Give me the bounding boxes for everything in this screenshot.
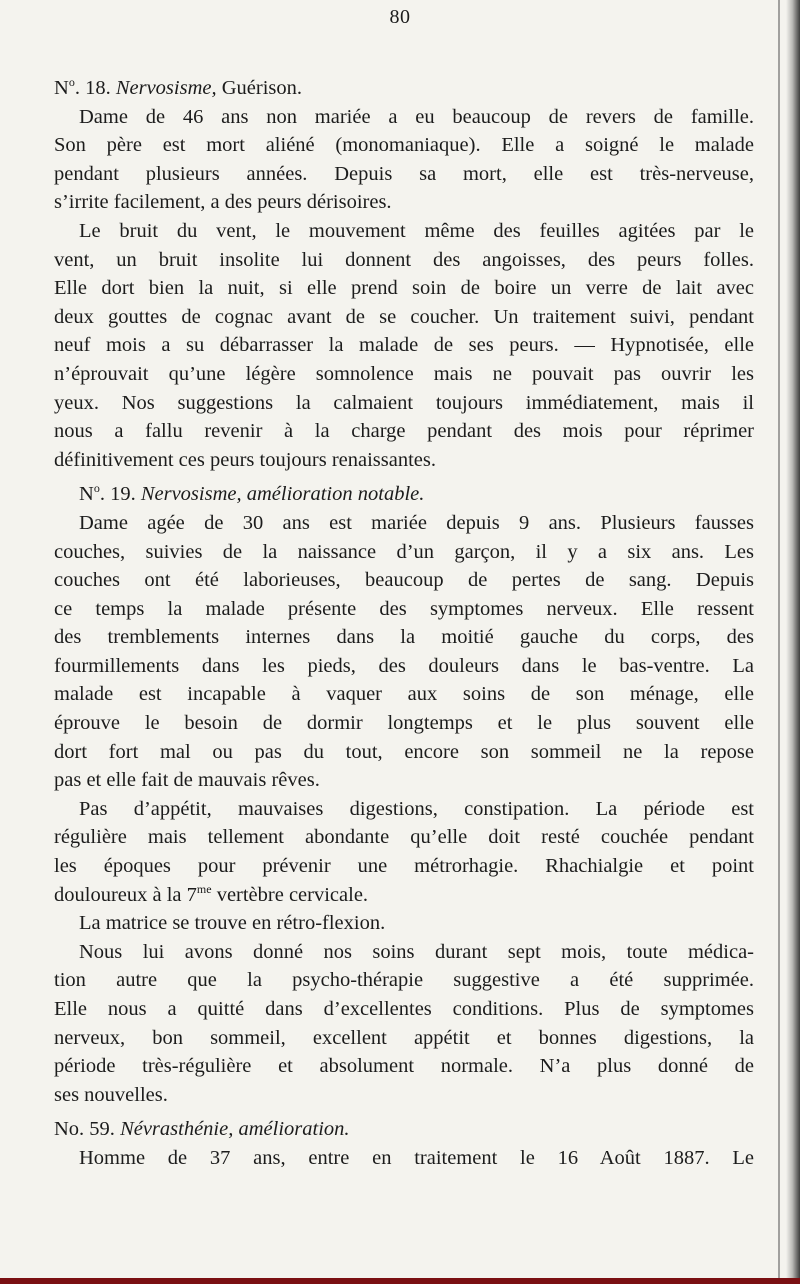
scan-edge-shadow [786, 0, 800, 1284]
superscript: o [68, 75, 75, 90]
text-span: couches, suivies de la naissance d’un garçon, il y a six ans. Les [54, 540, 754, 563]
text-line [54, 274, 754, 303]
text-span: Son père est mort aliéné (monomaniaque). Elle a soigné le malade [54, 134, 754, 157]
scan-bottom-edge [0, 1278, 800, 1284]
text-span: malade est incapable à vaquer aux soins de son ménage, elle [54, 683, 754, 706]
text-span: les époques pour prévenir une métrorhagie. Rhachialgie et point [54, 855, 754, 878]
text-line [54, 1115, 754, 1144]
text-span: N [54, 77, 69, 99]
text-span: dort fort mal ou pas du tout, encore son sommeil ne la repose [54, 740, 754, 763]
text-line [54, 1024, 754, 1053]
text-span: La matrice se trouve en rétro-flexion. [79, 912, 386, 935]
text-line [54, 1052, 754, 1081]
text-line [54, 766, 754, 795]
text-span: ses nouvelles. [54, 1083, 168, 1106]
text-span: couches ont été laborieuses, beaucoup de pertes de sang. Depuis [54, 569, 754, 592]
italic-text: Nervosisme, [115, 77, 217, 99]
text-span: Le bruit du vent, le mouvement même des feuilles agitées par le [79, 219, 754, 242]
text-line [54, 795, 754, 824]
scan-edge-line [778, 0, 780, 1284]
text-line [54, 680, 754, 709]
text-span: douloureux à la 7 [54, 883, 197, 906]
page-number: 80 [389, 6, 411, 28]
italic-text: Névrasthénie, amélioration. [120, 1118, 350, 1141]
text-span: s’irrite facilement, a des peurs dérisoires. [54, 191, 392, 214]
text-span: Elle dort bien la nuit, si elle prend soin de boire un verre de lait avec [54, 277, 754, 300]
text-span: . 18. [74, 77, 116, 99]
text-line [54, 131, 754, 160]
italic-text: Nervosisme, amélioration notable. [140, 483, 425, 506]
text-span: des tremblements internes dans la moitié gauche du corps, des [54, 626, 754, 649]
text-span: n’éprouvait qu’une légère somnolence mais ne pouvait pas ouvrir les [54, 362, 754, 385]
text-line [54, 538, 754, 567]
text-line [54, 595, 754, 624]
text-span: deux gouttes de cognac avant de se coucher. Un traitement suivi, pendant [54, 305, 754, 328]
text-span: Pas d’appétit, mauvaises digestions, constipation. La période est [79, 797, 754, 820]
body-text [54, 74, 754, 1173]
text-line [54, 331, 754, 360]
text-line [54, 709, 754, 738]
text-line [54, 1081, 754, 1110]
text-span: ce temps la malade présente des symptomes nerveux. Elle ressent [54, 597, 754, 620]
text-line [54, 909, 754, 938]
text-line [54, 823, 754, 852]
text-line [54, 881, 754, 910]
text-line [54, 480, 754, 509]
text-line [54, 303, 754, 332]
text-line [54, 188, 754, 217]
text-span: période très-régulière et absolument normale. N’a plus donné de [54, 1055, 754, 1078]
text-line [54, 217, 754, 246]
text-line [54, 509, 754, 538]
text-span: nous a fallu revenir à la charge pendant des mois pour réprimer [54, 420, 754, 443]
text-line [54, 246, 754, 275]
text-line [54, 1144, 754, 1173]
text-span: No. 59. [54, 1118, 121, 1141]
text-line [54, 623, 754, 652]
text-span: Elle nous a quitté dans d’excellentes conditions. Plus de symptomes [54, 998, 754, 1020]
text-line [54, 995, 754, 1024]
text-line [54, 966, 754, 995]
text-line [54, 360, 754, 389]
text-span: vent, un bruit insolite lui donnent des angoisses, des peurs folles. [54, 248, 754, 271]
text-span: . 19. [99, 483, 141, 506]
text-span: régulière mais tellement abondante qu’elle doit resté couchée pendant [54, 826, 754, 849]
text-line [54, 566, 754, 595]
text-line [54, 938, 754, 967]
text-line [54, 446, 754, 475]
text-span: définitivement ces peurs toujours renaissantes. [54, 448, 436, 471]
text-span: Guérison. [216, 77, 302, 99]
superscript: me [196, 881, 212, 896]
superscript: o [93, 481, 100, 496]
text-line [54, 74, 754, 103]
text-span: pas et elle fait de mauvais rêves. [54, 769, 320, 792]
text-span: nerveux, bon sommeil, excellent appétit et bonnes digestions, la [54, 1026, 754, 1049]
text-span: Homme de 37 ans, entre en traitement le 16 Août 1887. Le [79, 1146, 754, 1169]
text-span: fourmillements dans les pieds, des douleurs dans le bas-ventre. La [54, 654, 754, 677]
text-span: pendant plusieurs années. Depuis sa mort, elle est très-nerveuse, [54, 162, 754, 185]
text-span: neuf mois a su débarrasser la malade de ses peurs. — Hypnotisée, elle [54, 334, 754, 357]
text-span: Dame agée de 30 ans est mariée depuis 9 ans. Plusieurs fausses [79, 511, 754, 534]
text-line [54, 389, 754, 418]
text-line [54, 852, 754, 881]
text-span: Nous lui avons donné nos soins durant sept mois, toute médica- [79, 940, 754, 963]
text-span: Dame de 46 ans non mariée a eu beaucoup de revers de famille. [79, 105, 754, 128]
text-span: tion autre que la psycho-thérapie suggestive a été supprimée. [54, 969, 754, 992]
text-span: éprouve le besoin de dormir longtemps et le plus souvent elle [54, 712, 754, 735]
text-span: yeux. Nos suggestions la calmaient toujours immédiatement, mais il [54, 391, 754, 414]
text-line [54, 738, 754, 767]
text-line [54, 417, 754, 446]
text-line [54, 160, 754, 189]
text-span: vertèbre cervicale. [211, 883, 369, 906]
text-line [54, 652, 754, 681]
text-span: N [79, 483, 94, 506]
text-line [54, 103, 754, 132]
